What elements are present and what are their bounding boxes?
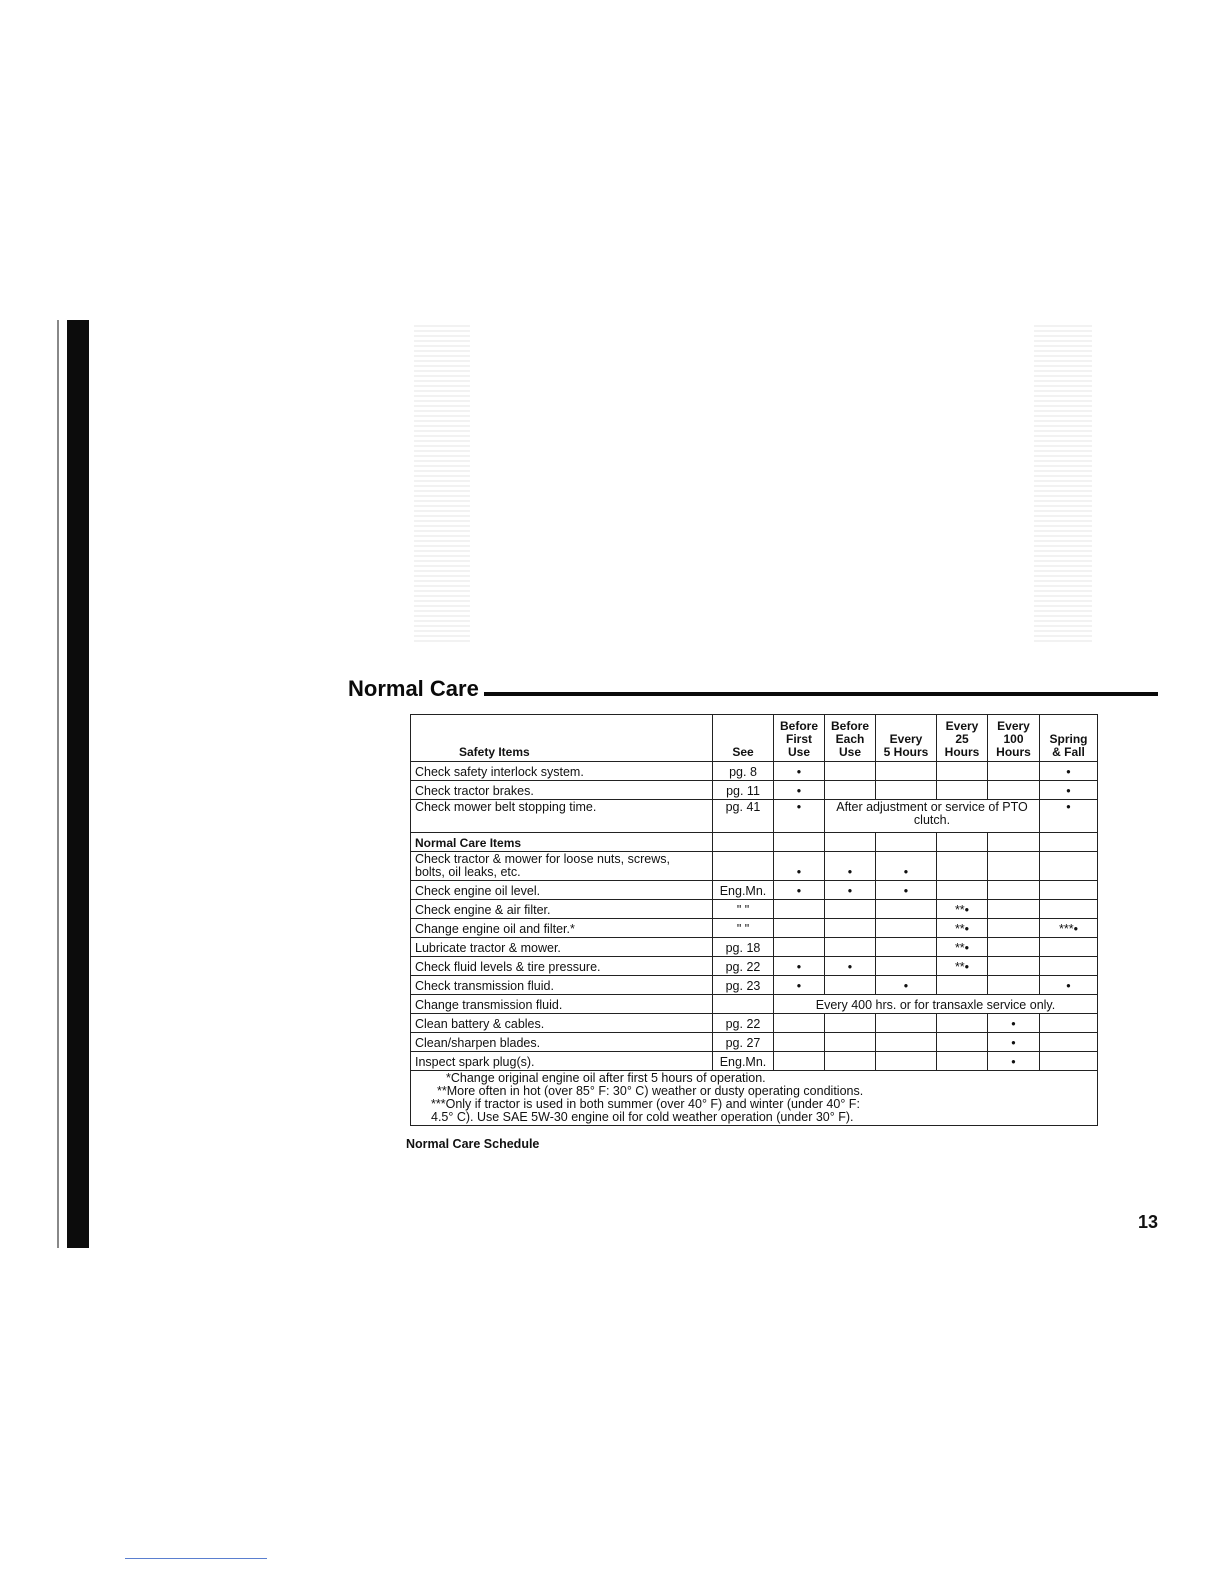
mark-cell <box>937 1033 988 1052</box>
see-cell: pg. 11 <box>713 781 774 800</box>
scan-noise <box>414 322 470 642</box>
mark-cell <box>876 900 937 919</box>
header-every-5-hours: Every 5 Hours <box>876 715 937 762</box>
item-cell: Check tractor brakes. <box>411 781 713 800</box>
table-row <box>411 762 1098 781</box>
section-title: Normal Care <box>348 676 479 701</box>
mark-cell <box>825 781 876 800</box>
mark-cell: • <box>774 800 825 833</box>
mark-cell <box>937 762 988 781</box>
mark-cell: **• <box>937 938 988 957</box>
mark-cell <box>988 938 1040 957</box>
item-cell: Lubricate tractor & mower. <box>411 938 713 957</box>
mark-cell <box>825 1014 876 1033</box>
table-header-row <box>411 715 1098 762</box>
mark-cell: • <box>825 852 876 881</box>
see-cell: " " <box>713 919 774 938</box>
see-cell: pg. 18 <box>713 938 774 957</box>
item-cell: Check transmission fluid. <box>411 976 713 995</box>
table-row <box>411 1014 1098 1033</box>
see-cell: Eng.Mn. <box>713 1052 774 1071</box>
mark-cell <box>825 762 876 781</box>
mark-cell: • <box>1040 800 1098 833</box>
mark-cell <box>774 900 825 919</box>
mark-cell: • <box>774 976 825 995</box>
mark-cell: ***• <box>1040 919 1098 938</box>
mark-cell <box>825 1052 876 1071</box>
mark-cell <box>774 1052 825 1071</box>
mark-cell <box>1040 1052 1098 1071</box>
mark-cell <box>825 938 876 957</box>
mark-cell: • <box>988 1052 1040 1071</box>
footnotes-cell <box>411 1071 1098 1126</box>
mark-cell <box>988 976 1040 995</box>
header-before-first-use: Before First Use <box>774 715 825 762</box>
mark-cell <box>774 919 825 938</box>
mark-cell: • <box>825 957 876 976</box>
see-cell: pg. 22 <box>713 957 774 976</box>
mark-cell <box>988 957 1040 976</box>
table-row <box>411 800 1098 833</box>
item-cell: Clean battery & cables. <box>411 1014 713 1033</box>
binding-strip <box>67 320 89 1248</box>
see-cell: " " <box>713 900 774 919</box>
see-cell <box>713 995 774 1014</box>
mark-cell <box>876 1033 937 1052</box>
mark-cell <box>774 1014 825 1033</box>
mark-cell <box>988 881 1040 900</box>
mark-cell <box>876 938 937 957</box>
mark-cell: • <box>774 852 825 881</box>
mark-cell: • <box>876 852 937 881</box>
mark-cell <box>937 781 988 800</box>
header-every-100-hours: Every 100 Hours <box>988 715 1040 762</box>
mark-cell <box>876 957 937 976</box>
item-cell: Check engine oil level. <box>411 881 713 900</box>
item-cell: Check tractor & mower for loose nuts, screws, bolts, oil leaks, etc. <box>411 852 713 881</box>
mark-cell <box>1040 938 1098 957</box>
see-cell: pg. 27 <box>713 1033 774 1052</box>
mark-cell <box>1040 1033 1098 1052</box>
mark-cell <box>988 852 1040 881</box>
mark-cell: • <box>1040 976 1098 995</box>
mark-cell <box>937 881 988 900</box>
span-note-cell: Every 400 hrs. or for transaxle service only. <box>774 995 1098 1014</box>
mark-cell: • <box>1040 781 1098 800</box>
mark-cell <box>876 781 937 800</box>
mark-cell <box>876 919 937 938</box>
mark-cell <box>988 762 1040 781</box>
mark-cell <box>1040 957 1098 976</box>
mark-cell: • <box>774 881 825 900</box>
table-row <box>411 852 1098 881</box>
mark-cell <box>825 1033 876 1052</box>
item-cell: Check safety interlock system. <box>411 762 713 781</box>
mark-cell: **• <box>937 919 988 938</box>
see-cell: pg. 22 <box>713 1014 774 1033</box>
span-note-cell: After adjustment or service of PTO clutch. <box>825 800 1040 833</box>
binding-line <box>57 320 59 1248</box>
header-spring-fall: Spring & Fall <box>1040 715 1098 762</box>
mark-cell <box>825 900 876 919</box>
mark-cell <box>988 781 1040 800</box>
table-row <box>411 995 1098 1014</box>
see-cell: pg. 8 <box>713 762 774 781</box>
mark-cell: • <box>774 762 825 781</box>
mark-cell <box>937 852 988 881</box>
title-rule <box>484 692 1158 696</box>
mark-cell <box>1040 881 1098 900</box>
mark-cell <box>876 762 937 781</box>
footnote: *Change original engine oil after first 5 hours of operation. <box>446 1071 766 1085</box>
table-row <box>411 976 1098 995</box>
table-caption: Normal Care Schedule <box>406 1137 540 1151</box>
table-row <box>411 938 1098 957</box>
mark-cell <box>988 900 1040 919</box>
mark-cell: • <box>774 781 825 800</box>
footer-rule <box>125 1558 267 1559</box>
item-cell: Check engine & air filter. <box>411 900 713 919</box>
mark-cell <box>937 976 988 995</box>
footnote: ***Only if tractor is used in both summer (over 40° F) and winter (under 40° F: <box>431 1097 860 1111</box>
table-row <box>411 1052 1098 1071</box>
mark-cell <box>1040 900 1098 919</box>
footnote: 4.5° C). Use SAE 5W-30 engine oil for cold weather operation (under 30° F). <box>431 1110 854 1124</box>
mark-cell: • <box>825 881 876 900</box>
header-every-25-hours: Every 25 Hours <box>937 715 988 762</box>
mark-cell <box>876 1014 937 1033</box>
header-safety-items: Safety Items <box>411 715 713 762</box>
mark-cell <box>876 1052 937 1071</box>
scan-noise <box>1034 322 1092 642</box>
table-row <box>411 881 1098 900</box>
header-before-each-use: Before Each Use <box>825 715 876 762</box>
page-number: 13 <box>1138 1212 1159 1232</box>
see-cell <box>713 852 774 881</box>
mark-cell <box>1040 852 1098 881</box>
mark-cell <box>937 1014 988 1033</box>
see-cell: pg. 41 <box>713 800 774 833</box>
see-cell: pg. 23 <box>713 976 774 995</box>
mark-cell: • <box>988 1033 1040 1052</box>
normal-care-table <box>410 714 1098 1126</box>
item-cell: Change transmission fluid. <box>411 995 713 1014</box>
footnote: **More often in hot (over 85° F: 30° C) weather or dusty operating conditions. <box>437 1084 864 1098</box>
mark-cell: • <box>876 881 937 900</box>
mark-cell <box>774 938 825 957</box>
mark-cell: **• <box>937 957 988 976</box>
mark-cell <box>825 919 876 938</box>
item-cell: Check fluid levels & tire pressure. <box>411 957 713 976</box>
mark-cell <box>937 1052 988 1071</box>
table-row <box>411 957 1098 976</box>
mark-cell: • <box>876 976 937 995</box>
mark-cell <box>988 919 1040 938</box>
table-row <box>411 781 1098 800</box>
mark-cell: • <box>988 1014 1040 1033</box>
item-cell: Clean/sharpen blades. <box>411 1033 713 1052</box>
item-cell: Change engine oil and filter.* <box>411 919 713 938</box>
item-cell: Check mower belt stopping time. <box>411 800 713 833</box>
header-see: See <box>713 715 774 762</box>
mark-cell <box>774 1033 825 1052</box>
see-cell: Eng.Mn. <box>713 881 774 900</box>
table-row <box>411 1033 1098 1052</box>
mark-cell: • <box>774 957 825 976</box>
mark-cell: • <box>1040 762 1098 781</box>
mark-cell <box>1040 1014 1098 1033</box>
normal-care-items-heading: Normal Care Items <box>411 833 713 852</box>
footnotes-row <box>411 1071 1098 1126</box>
subheader-row <box>411 833 1098 852</box>
mark-cell: **• <box>937 900 988 919</box>
item-cell: Inspect spark plug(s). <box>411 1052 713 1071</box>
table-row <box>411 900 1098 919</box>
mark-cell <box>825 976 876 995</box>
table-row <box>411 919 1098 938</box>
